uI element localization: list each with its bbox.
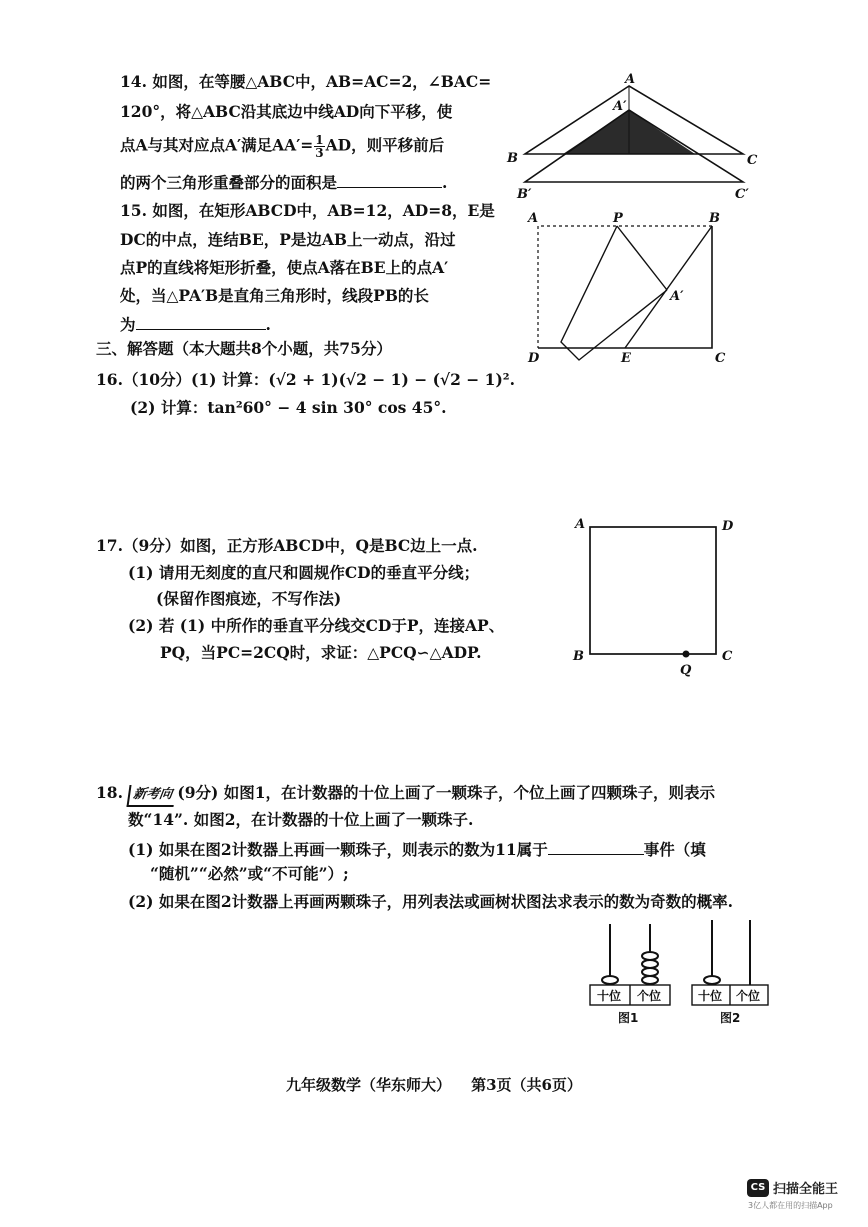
q18-number: 18. bbox=[96, 783, 123, 802]
q15-label-A1: A′ bbox=[670, 289, 684, 304]
scanner-logo-icon: CS bbox=[747, 1179, 769, 1197]
q16-line-2: (2) 计算：tan²60° − 4 sin 30° cos 45°. bbox=[130, 398, 447, 417]
q17-label-A: A bbox=[575, 517, 586, 532]
q17-label-C: C bbox=[722, 649, 733, 664]
q18-line-1 bbox=[96, 783, 715, 807]
q15-line-5 bbox=[120, 313, 271, 335]
q15-dashed-edges bbox=[538, 226, 712, 348]
q14-label-B1: B′ bbox=[517, 187, 532, 202]
q15-label-B: B bbox=[709, 211, 720, 226]
abacus-1-tens-label: 十位 bbox=[597, 989, 622, 1003]
q15-folded-flap bbox=[561, 226, 667, 360]
abacus-2-tens-label: 十位 bbox=[698, 989, 723, 1003]
q17-label-Q: Q bbox=[680, 663, 692, 678]
q14-line-4 bbox=[120, 171, 447, 193]
q14-line-3-a: 点A与其对应点A′满足AA′= bbox=[120, 135, 314, 155]
section-3-heading: 三、解答题（本大题共8个小题，共75分） bbox=[96, 339, 392, 358]
q15-line-1: 15. 如图，在矩形ABCD中，AB=12，AD=8，E是 bbox=[120, 201, 495, 220]
abacus-1-tens-bead bbox=[602, 976, 618, 984]
q17-figure bbox=[570, 512, 745, 682]
fraction-one-third bbox=[314, 134, 324, 159]
q17-label-D: D bbox=[722, 519, 734, 534]
q14-answer-blank[interactable] bbox=[337, 171, 442, 188]
q15-segment-be bbox=[625, 226, 712, 348]
q14-line-2: 120°，将△ABC沿其底边中线AD向下平移，使 bbox=[120, 102, 453, 121]
q14-line-3-b: AD，则平移前后 bbox=[325, 135, 445, 155]
page-footer bbox=[0, 1074, 868, 1095]
q18-line-1-text: (9分) 如图1，在计数器的十位上画了一颗珠子，个位上画了四颗珠子，则表示 bbox=[177, 783, 716, 802]
scanner-watermark bbox=[747, 1178, 838, 1197]
q18-figure-2 bbox=[690, 918, 782, 1028]
q14-label-C: C bbox=[747, 153, 758, 168]
q14-label-A1: A′ bbox=[613, 99, 627, 114]
q18-line-5: (2) 如果在图2计数器上再画两颗珠子，用列表法或画树状图法求表示的数为奇数的概率. bbox=[128, 892, 734, 911]
q15-label-A: A bbox=[528, 211, 539, 226]
fraction-numerator: 1 bbox=[315, 133, 324, 147]
q14-line-1: 14. 如图，在等腰△ABC中，AB=AC=2，∠BAC= bbox=[120, 72, 492, 91]
q15-rectangle-solid bbox=[538, 226, 712, 348]
q18-line-3 bbox=[128, 838, 706, 860]
q15-line-2: DC的中点，连结BE，P是边AB上一动点，沿过 bbox=[120, 230, 456, 249]
q15-segment-pa1 bbox=[617, 226, 667, 290]
q14-line-3 bbox=[120, 134, 444, 159]
q18-answer-blank[interactable] bbox=[548, 838, 644, 855]
q15-label-P: P bbox=[613, 211, 623, 226]
q17-line-2: (1) 请用无刻度的直尺和圆规作CD的垂直平分线； bbox=[128, 563, 480, 582]
footer-subject: 九年级数学（华东师大） bbox=[286, 1076, 452, 1094]
q18-line-3-b: 事件（填 bbox=[643, 840, 706, 859]
q18-line-2: 数“14”. 如图2，在计数器的十位上画了一颗珠子. bbox=[128, 810, 474, 829]
q17-line-5: PQ，当PC=2CQ时，求证：△PCQ∽△ADP. bbox=[160, 643, 482, 662]
q17-line-3: (保留作图痕迹，不写作法) bbox=[156, 589, 342, 608]
scanner-app-name: 扫描全能王 bbox=[773, 1182, 839, 1197]
abacus-1-ones-bead-4 bbox=[642, 952, 658, 960]
new-direction-badge: 新考向 bbox=[127, 785, 177, 807]
q15-line-5-text: 为 bbox=[120, 315, 136, 334]
q17-square-abcd bbox=[590, 527, 716, 654]
q14-label-B: B bbox=[507, 151, 518, 166]
q18-line-3-a: (1) 如果在图2计数器上再画一颗珠子，则表示的数为11属于 bbox=[128, 840, 548, 859]
q14-figure bbox=[505, 70, 770, 205]
q18-line-4: “随机”“必然”或“不可能”）; bbox=[150, 864, 349, 883]
q14-line-4-end: . bbox=[442, 173, 448, 192]
q15-line-3: 点P的直线将矩形折叠，使点A落在BE上的点A′ bbox=[120, 258, 449, 277]
q15-label-D: D bbox=[528, 351, 540, 366]
q14-label-A: A bbox=[625, 72, 636, 87]
abacus-1-ones-label: 个位 bbox=[637, 989, 662, 1003]
abacus-2-ones-label: 个位 bbox=[736, 989, 761, 1003]
abacus-1-caption: 图1 bbox=[618, 1011, 639, 1025]
abacus-1-ones-bead-1 bbox=[642, 976, 658, 984]
q14-label-C1: C′ bbox=[735, 187, 749, 202]
scanner-tagline: 3亿人都在用的扫描App bbox=[748, 1201, 833, 1210]
q15-line-5-end: . bbox=[265, 315, 271, 334]
q14-line-4-text: 的两个三角形重叠部分的面积是 bbox=[120, 173, 338, 192]
q16-line-1: 16.（10分）(1) 计算：(√2 + 1)(√2 − 1) − (√2 − 1)². bbox=[96, 370, 515, 389]
q17-line-1: 17.（9分）如图，正方形ABCD中，Q是BC边上一点. bbox=[96, 536, 478, 555]
q15-label-E: E bbox=[621, 351, 631, 366]
q17-point-q bbox=[683, 651, 690, 658]
abacus-2-tens-bead bbox=[704, 976, 720, 984]
q18-figure-1 bbox=[588, 918, 680, 1028]
abacus-2-caption: 图2 bbox=[720, 1011, 741, 1025]
q15-label-C: C bbox=[715, 351, 726, 366]
q17-label-B: B bbox=[573, 649, 584, 664]
q15-figure bbox=[525, 208, 745, 368]
q17-line-4: (2) 若 (1) 中所作的垂直平分线交CD于P，连接AP、 bbox=[128, 616, 505, 635]
fraction-denominator: 3 bbox=[315, 146, 324, 160]
q15-answer-blank[interactable] bbox=[136, 313, 266, 330]
abacus-1-ones-bead-2 bbox=[642, 968, 658, 976]
abacus-1-ones-bead-3 bbox=[642, 960, 658, 968]
footer-page-number: 第3页（共6页） bbox=[471, 1076, 582, 1094]
q15-line-4: 处，当△PA′B是直角三角形时，线段PB的长 bbox=[120, 286, 429, 305]
